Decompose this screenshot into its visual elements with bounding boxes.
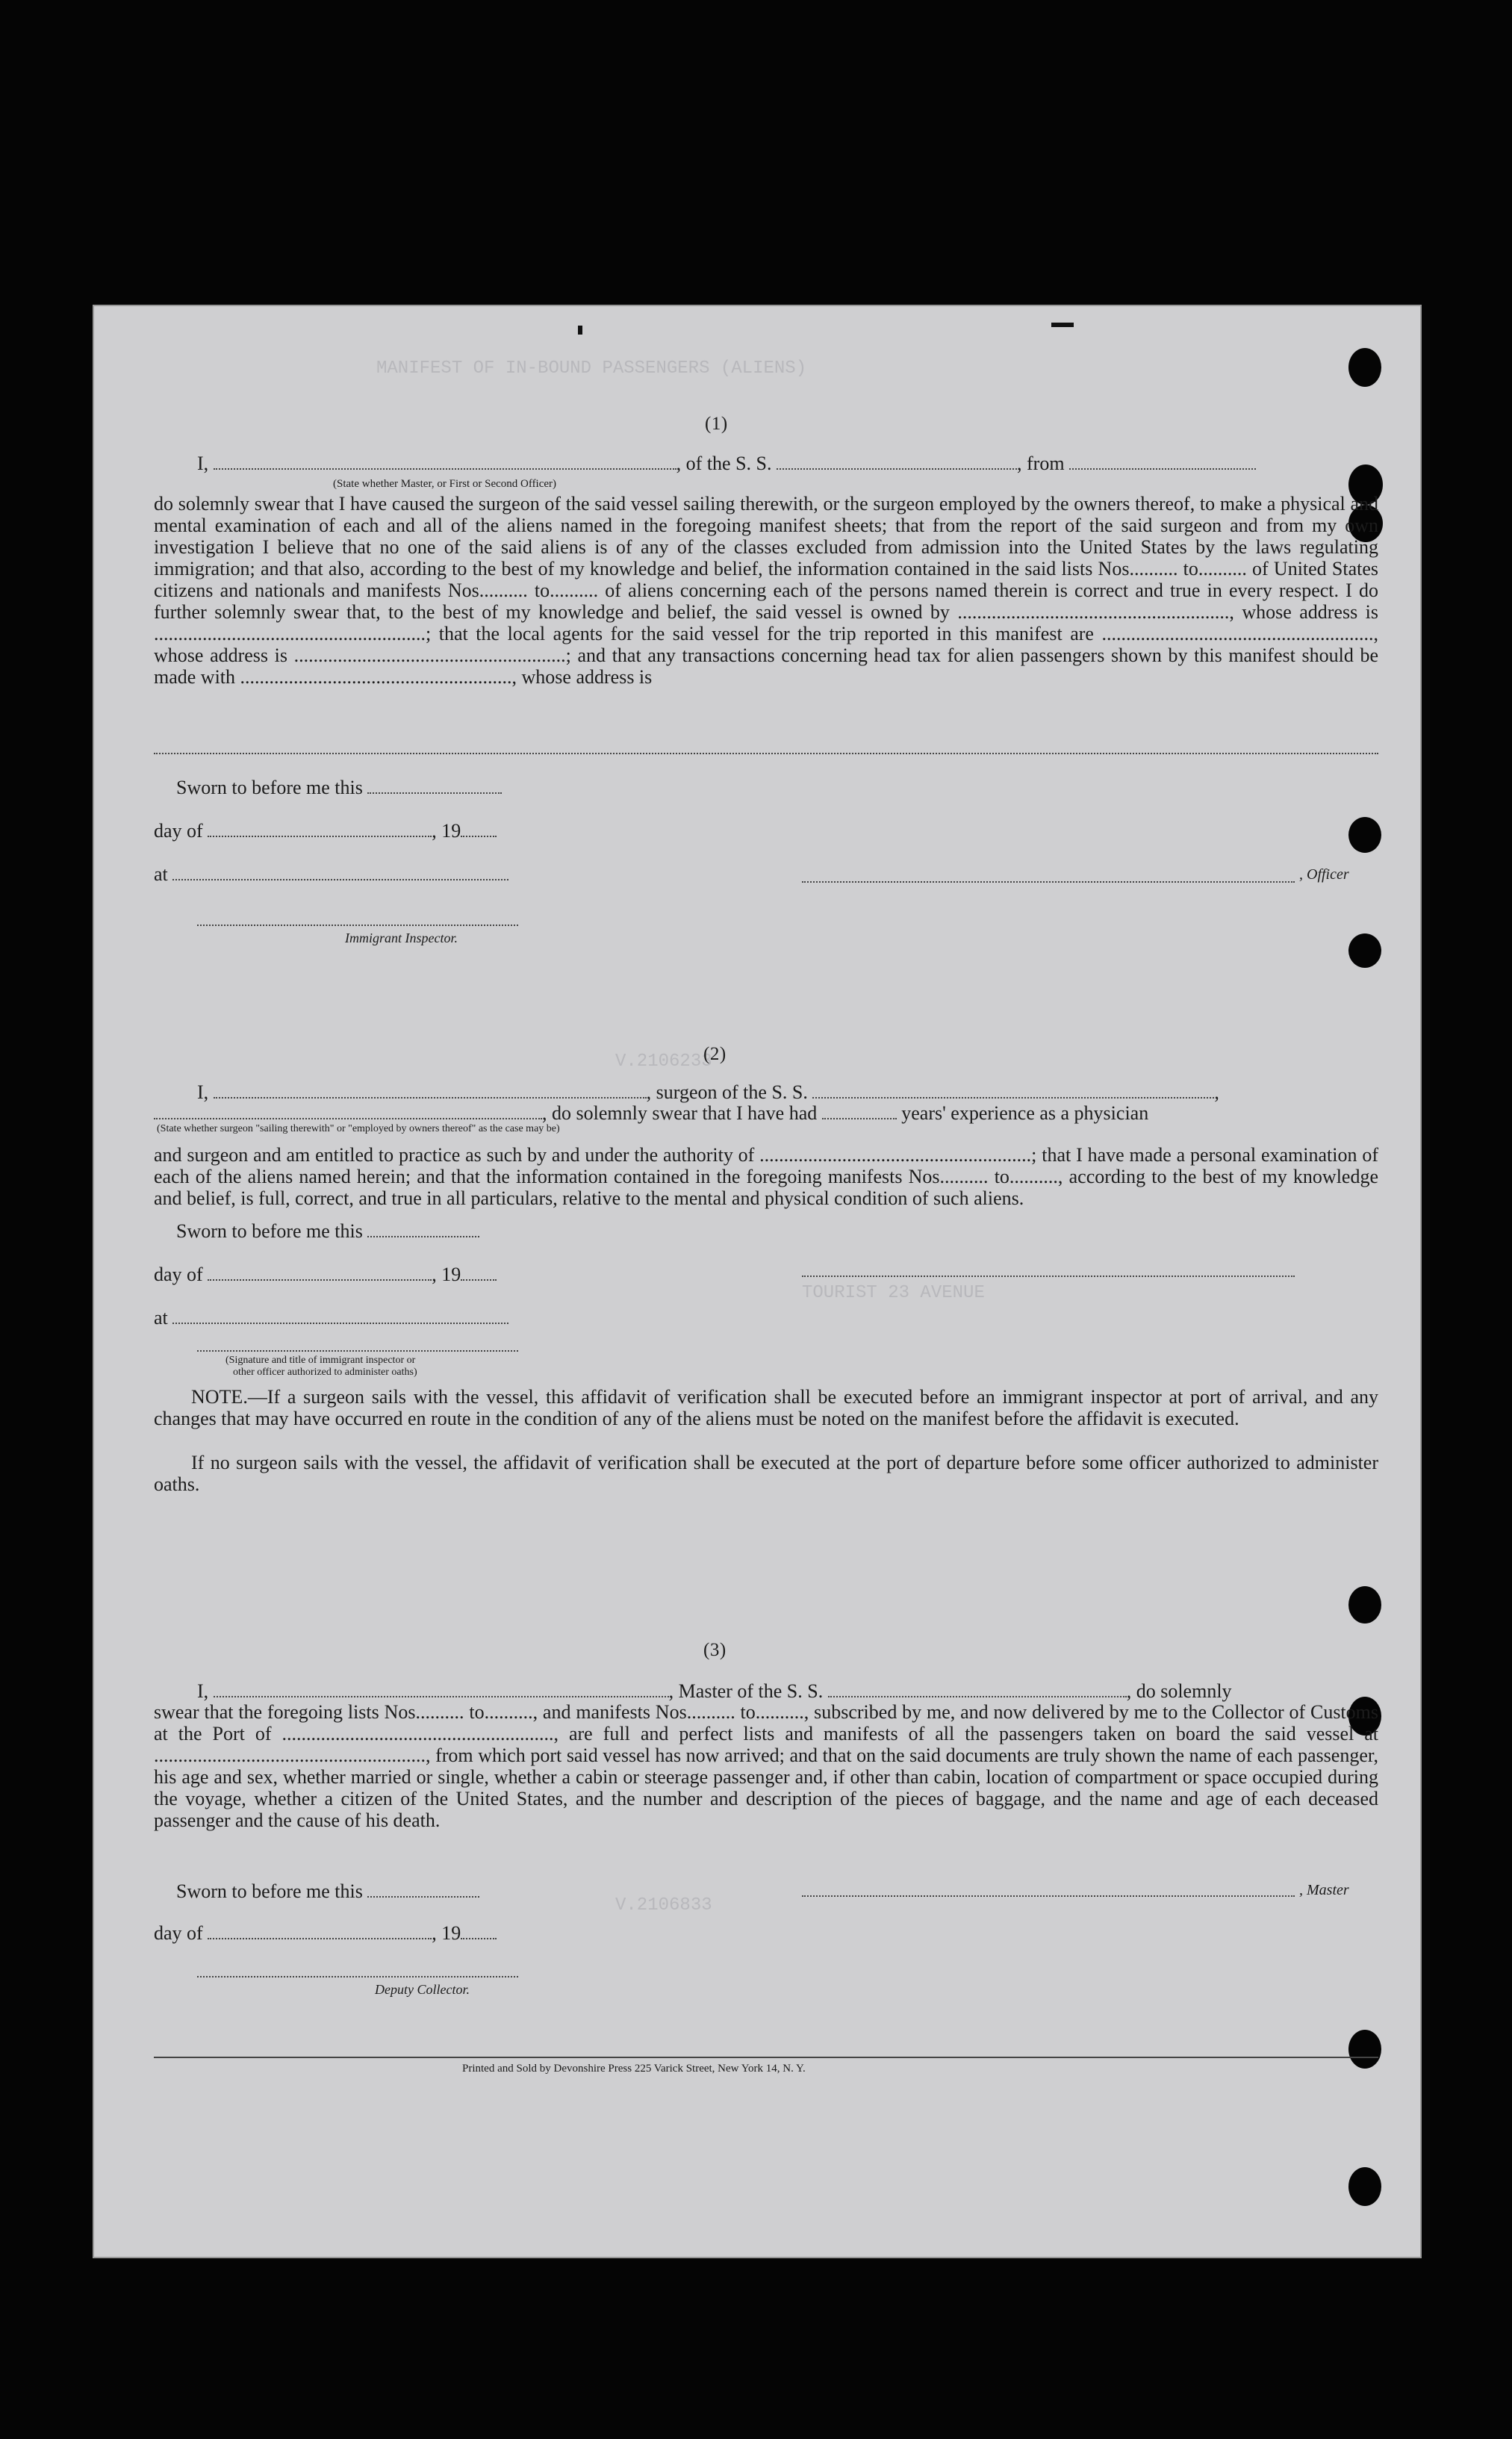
day-field [208, 1924, 432, 1939]
officer-label: , Officer [1299, 866, 1349, 883]
note-paragraph: NOTE.—If a surgeon sails with the vessel, this affidavit of verification shall be executed before an immigrant inspector at port of arrival, and any changes that may have occurred en route in the condition of any of the aliens must be noted on the manifest before the affidavit is executed. [154, 1386, 1378, 1429]
ink-mark [578, 326, 582, 335]
place-field [172, 866, 508, 880]
vessel-name-field [828, 1683, 1127, 1697]
sworn-date-field [367, 1222, 479, 1237]
place-field [172, 1309, 508, 1324]
year-field [461, 1266, 497, 1281]
at-line-1: at [154, 863, 508, 886]
departure-port-field [1069, 455, 1256, 470]
signature-caption-1: (Signature and title of immigrant inspector or [225, 1355, 416, 1366]
vessel-name-field [777, 455, 1017, 470]
officer-signature-line [802, 881, 1295, 883]
punch-hole [1348, 348, 1381, 387]
section-3-marker: (3) [703, 1640, 727, 1660]
surgeon-caption: (State whether surgeon "sailing therewith" or "employed by owners thereof" as the case may be) [157, 1123, 560, 1134]
collector-signature-line [197, 1976, 518, 1977]
year-field [461, 822, 497, 837]
surgeon-name-field [214, 1084, 647, 1099]
day-field [208, 1266, 432, 1281]
inspector-signature-line-2 [197, 1350, 518, 1352]
section-3-oath: swear that the foregoing lists Nos.......... to.........., and manifests Nos.......... to.........., subscribed by me, and now delivered by me to the Collector of Customs at the Port of ........................................................, are full and perfect lists and manifests of all the passengers taken on board the said vessel at ........................................................, from which port said vessel has now arrived; and that on the said documents are truly shown the name of each passenger, his age and sex, whether married or single, whether a cabin or steerage passenger and, if other than cabin, location of compartment or space occupied during the voyage, whether a citizen of the United States, and the number and description of the pieces of baggage, and the name and age of each deceased passenger and the cause of his death. [154, 1701, 1378, 1831]
section-1-marker: (1) [705, 414, 728, 434]
collector-label: Deputy Collector. [375, 1982, 470, 1997]
divider [154, 753, 1378, 754]
year-field [461, 1924, 497, 1939]
manifest-page [93, 305, 1422, 2258]
printer-imprint: Printed and Sold by Devonshire Press 225 Varick Street, New York 14, N. Y. [462, 2063, 806, 2075]
inspector-signature-line [197, 925, 518, 926]
bleed-through-text: TOURIST 23 AVENUE [802, 1283, 985, 1303]
section-2-oath: and surgeon and am entitled to practice as such by and under the authority of ........................................................; that I have made a personal examination of each of the aliens named herein; and that the information contained in the foregoing manifests Nos.......... to.........., according to the best of my knowledge and belief, is full, correct, and true in all particulars, relative to the mental and physical condition of such aliens. [154, 1144, 1378, 1209]
sworn-date-field [367, 779, 502, 794]
sworn-date-field [367, 1883, 479, 1898]
master-signature-line [802, 1895, 1295, 1897]
ink-mark [1051, 323, 1074, 327]
master-caption: (State whether Master, or First or Second Officer) [333, 478, 557, 490]
day-line-1: day of , 19 [154, 820, 497, 842]
master-name-field [214, 455, 676, 470]
bleed-through-text: V.2106233 [615, 1051, 712, 1072]
sworn-line-2: Sworn to before me this [176, 1220, 479, 1243]
master-oath-line: I, , Master of the S. S. , do solemnly [197, 1680, 1232, 1702]
punch-hole [1348, 2030, 1381, 2069]
surgeon-declaration-line: I, , surgeon of the S. S. , [197, 1081, 1219, 1103]
master-declaration-line: I, , of the S. S. , from [197, 453, 1256, 475]
at-line-2: at [154, 1307, 508, 1329]
day-line-2: day of , 19 [154, 1264, 497, 1286]
master-label: , Master [1299, 1882, 1349, 1898]
punch-hole [1348, 2167, 1381, 2206]
years-field [822, 1104, 897, 1119]
sworn-line-1: Sworn to before me this [176, 777, 502, 799]
day-line-3: day of , 19 [154, 1922, 497, 1945]
day-field [208, 822, 432, 837]
bleed-through-text: V.2106833 [615, 1895, 712, 1916]
punch-hole [1348, 1586, 1381, 1624]
bleed-through-text: MANIFEST OF IN-BOUND PASSENGERS (ALIENS) [376, 358, 807, 379]
note-paragraph-2: If no surgeon sails with the vessel, the affidavit of verification shall be executed at the port of departure before some officer authorized to administer oaths. [154, 1452, 1378, 1495]
surgeon-signature-line [802, 1276, 1295, 1277]
punch-hole [1348, 933, 1381, 968]
master-name-field [214, 1683, 669, 1697]
surgeon-vessel-field [812, 1084, 1214, 1099]
surgeon-experience-line: , do solemnly swear that I have had years' experience as a physician [154, 1102, 1148, 1125]
sworn-line-3: Sworn to before me this [176, 1880, 479, 1903]
inspector-label: Immigrant Inspector. [345, 930, 458, 945]
signature-caption-2: other officer authorized to administer oaths) [233, 1367, 417, 1378]
surgeon-status-field [154, 1104, 542, 1119]
section-2-marker: (2) [703, 1044, 727, 1064]
footer-rule [154, 2057, 1378, 2058]
section-1-oath: do solemnly swear that I have caused the surgeon of the said vessel sailing therewith, or the surgeon employed by the owners thereof, to make a physical and mental examination of each and all of the aliens named in the foregoing manifest sheets; that from the report of the said surgeon and from my own investigation I believe that no one of the said aliens is of any of the classes excluded from admission into the United States by the laws regulating immigration; and that also, according to the best of my knowledge and belief, the information contained in the said lists Nos.......... to.......... of United States citizens and nationals and manifests Nos.......... to.......... of aliens concerning each of the persons named therein is correct and true in every respect. I do further solemnly swear that, to the best of my knowledge and belief, the said vessel is owned by ........................................................, whose address is ........................................................; that the local agents for the said vessel for the trip reported in this manifest are ........................................................, whose address is ........................................................; and that any transactions concerning head tax for alien passengers shown by this manifest should be made with ........................................................, whose address is [154, 493, 1378, 688]
punch-hole [1348, 817, 1381, 853]
